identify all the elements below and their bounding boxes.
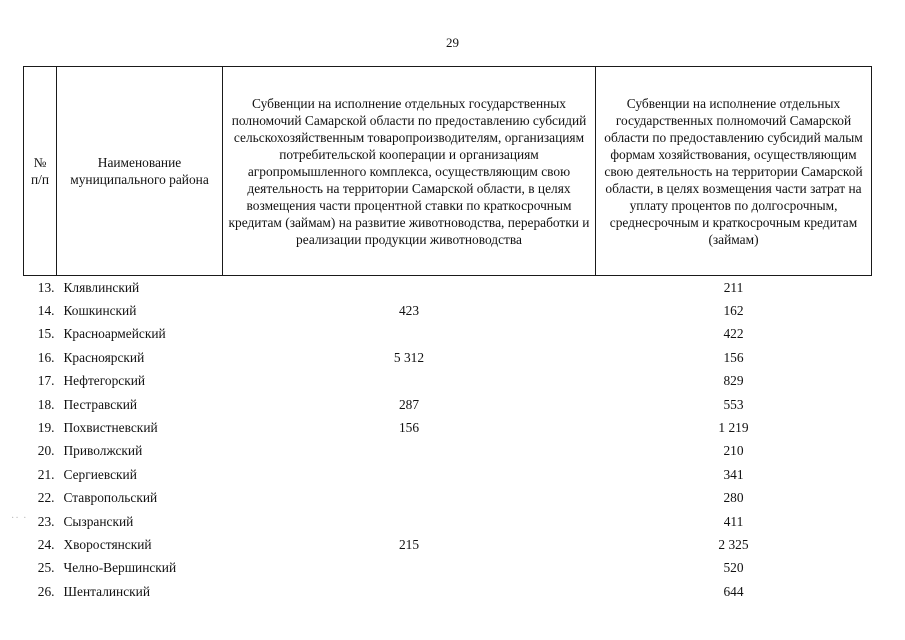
row-number-cell: 20. (37, 443, 55, 459)
row-number-cell: 16. (37, 349, 55, 365)
header-num-line: № (33, 155, 47, 170)
subvention-agro-cell (223, 323, 596, 346)
table-row (24, 276, 872, 300)
table-row (24, 533, 872, 556)
header-num (24, 67, 57, 276)
table-row (24, 299, 872, 322)
subvention-agro-cell (223, 510, 596, 533)
subvention-agro-cell (223, 463, 596, 486)
subvention-small-business-cell: 553 (723, 396, 744, 412)
district-name-cell: Хворостянский (63, 536, 152, 552)
subvention-small-business-cell: 210 (723, 443, 744, 459)
subvention-small-business-cell: 280 (723, 490, 744, 506)
district-name-cell: Нефтегорский (63, 373, 146, 389)
row-number-cell: 19. (37, 420, 55, 436)
table-row (24, 440, 872, 463)
header-subvention-small-business: Субвенции на исполнение отдельных государственных полномочий Самарской области по предоставлению субсидий малым формам хозяйствования, осуществляющим свою деятельность на территории Самарской области, в целях возмещения части затрат на уплату процентов по долгосрочным, среднесрочным и краткосрочным кредитам (займам) (596, 67, 872, 276)
row-number-cell: 23. (37, 513, 55, 529)
subvention-agro-cell (223, 370, 596, 393)
subvention-agro-cell: 156 (398, 420, 420, 436)
district-name-cell: Пестравский (63, 396, 138, 412)
subvention-small-business-cell: 341 (723, 466, 744, 482)
district-name-cell: Красноармейский (63, 326, 166, 342)
scan-speck: ·· · (11, 513, 28, 524)
table-body (24, 276, 872, 604)
table-row (24, 370, 872, 393)
district-name-cell: Клявлинский (63, 279, 140, 295)
subvention-agro-cell (223, 440, 596, 463)
table-row (24, 346, 872, 369)
row-number-cell: 18. (37, 396, 55, 412)
table-row (24, 487, 872, 510)
row-number-cell: 13. (37, 279, 55, 295)
district-name-cell: Красноярский (63, 349, 145, 365)
district-name-cell: Сергиевский (63, 466, 137, 482)
district-name-cell: Челно-Вершинский (63, 560, 177, 576)
subvention-agro-cell: 423 (398, 303, 420, 319)
header-row (24, 67, 872, 276)
subvention-small-business-cell: 211 (723, 279, 744, 295)
district-name-cell: Ставропольский (63, 490, 158, 506)
header-name: Наименование муниципального района (57, 67, 223, 276)
row-number-cell: 15. (37, 326, 55, 342)
subvention-small-business-cell: 644 (723, 583, 744, 599)
page-number: 29 (446, 35, 459, 50)
table-row (24, 323, 872, 346)
district-name-cell: Кошкинский (63, 303, 137, 319)
row-number-cell: 26. (37, 583, 55, 599)
subventions-table-container (23, 66, 871, 603)
subvention-small-business-cell: 422 (723, 326, 744, 342)
subvention-agro-cell: 5 312 (393, 349, 425, 365)
table-row (24, 557, 872, 580)
table-row (24, 463, 872, 486)
subvention-small-business-cell: 411 (723, 513, 744, 529)
table-row (24, 580, 872, 603)
table-row (24, 510, 872, 533)
header-num-line: п/п (30, 172, 50, 187)
row-number-cell: 21. (37, 466, 55, 482)
subvention-small-business-cell: 1 219 (718, 420, 749, 436)
row-number-cell: 14. (37, 303, 55, 319)
subvention-small-business-cell: 156 (723, 349, 744, 365)
subvention-agro-cell (223, 557, 596, 580)
subventions-table (23, 66, 872, 603)
subvention-agro-cell: 287 (398, 396, 420, 412)
district-name-cell: Приволжский (63, 443, 143, 459)
district-name-cell: Сызранский (63, 513, 134, 529)
subvention-agro-cell: 215 (398, 536, 420, 552)
subvention-agro-cell (223, 276, 596, 300)
subvention-agro-cell (223, 580, 596, 603)
row-number-cell: 24. (37, 536, 55, 552)
subvention-small-business-cell: 520 (723, 560, 744, 576)
table-header (24, 67, 872, 276)
subvention-small-business-cell: 829 (723, 373, 744, 389)
row-number-cell: 17. (37, 373, 55, 389)
table-row (24, 416, 872, 439)
subvention-small-business-cell: 162 (723, 303, 744, 319)
row-number-cell: 22. (37, 490, 55, 506)
header-subvention-agro: Субвенции на исполнение отдельных государственных полномочий Самарской области по предоставлению субсидий сельскохозяйственным товаропроизводителям, организациям потребительской кооперации и организациям агропромышленного комплекса, осуществляющим свою деятельность на территории Самарской области, в целях возмещения части процентной ставки по краткосрочным кредитам (займам) на развитие животноводства, переработки и реализации продукции животноводства (223, 67, 596, 276)
district-name-cell: Похвистневский (63, 420, 158, 436)
subvention-small-business-cell: 2 325 (718, 536, 749, 552)
subvention-agro-cell (223, 487, 596, 510)
table-row (24, 393, 872, 416)
district-name-cell: Шенталинский (63, 583, 150, 599)
row-number-cell: 25. (37, 560, 55, 576)
